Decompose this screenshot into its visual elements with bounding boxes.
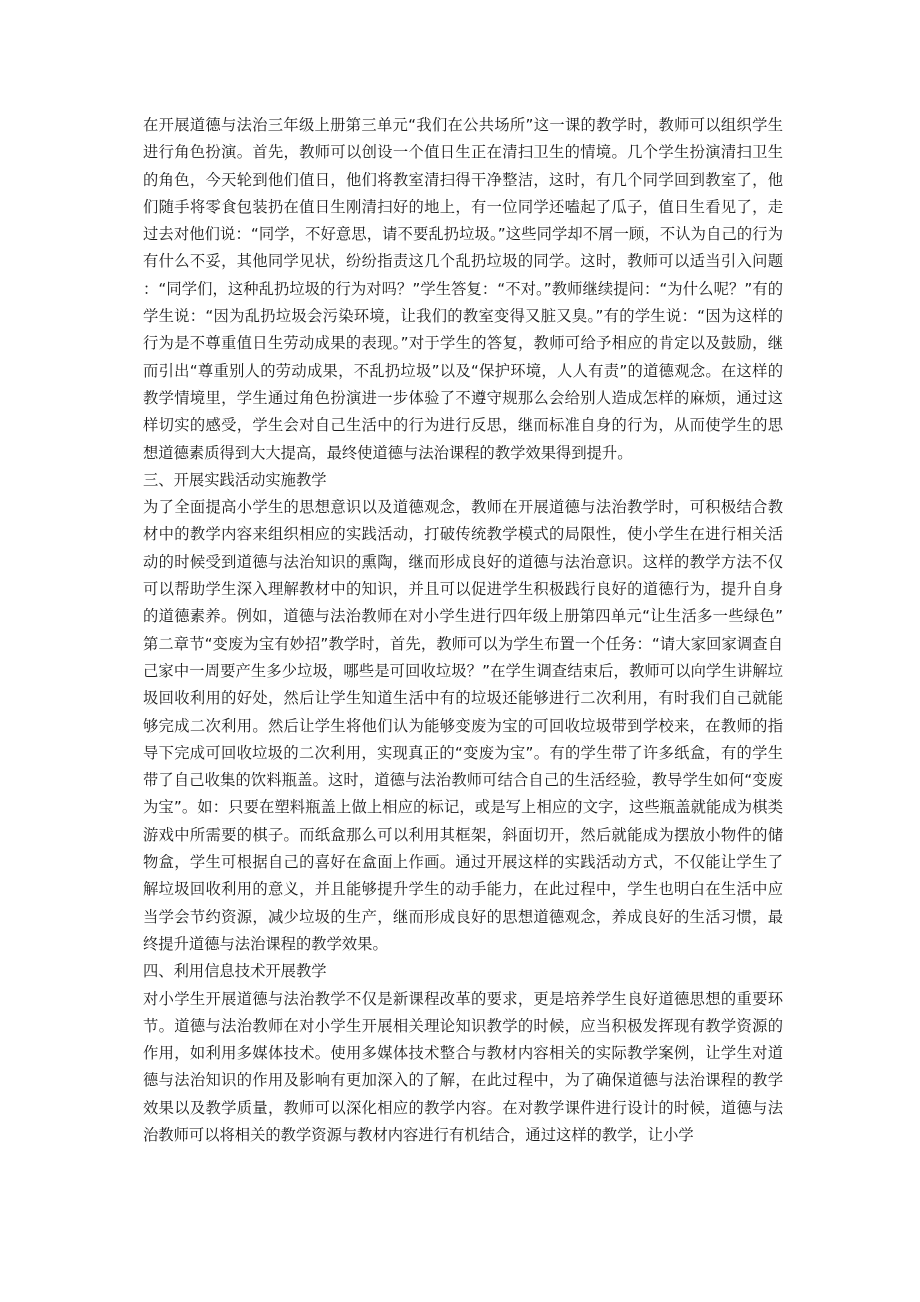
section-heading-information-technology: 四、利用信息技术开展教学 xyxy=(143,962,327,981)
paragraph-practice-activities: 为了全面提高小学生的思想意识以及道德观念，教师在开展道德与法治教学时，可积极结合教材中的教学内容来组织相应的实践活动，打破传统教学模式的局限性，使小学生在进行相关活动的时候受到道德与法治知识的熏陶，继而形成良好的道德与法治意识。这样的教学方法不仅可以帮助学生深入理解教材中的知识，并且可以促进学生积极践行良好的道德行为，提升自身的道德素养。例如，道德与法治教师在对小学生进行四年级上册第四单元“让生活多一些绿色”第二章节“变废为宝有妙招”教学时，首先，教师可以为学生布置一个任务：“请大家回家调查自己家中一周要产生多少垃圾，哪些是可回收垃圾？”在学生调查结束后，教师可以向学生讲解垃圾回收利用的好处，然后让学生知道生活中有的垃圾还能够进行二次利用，有时我们自己就能够完成二次利用。然后让学生将他们认为能够变废为宝的可回收垃圾带到学校来，在教师的指导下完成可回收垃圾的二次利用，实现真正的“变废为宝”。有的学生带了许多纸盒，有的学生带了自己收集的饮料瓶盖。这时，道德与法治教师可结合自己的生活经验，教导学生如何“变废为宝”。如：只要在塑料瓶盖上做上相应的标记，或是写上相应的文字，这些瓶盖就能成为棋类游戏中所需要的棋子。而纸盒那么可以利用其框架，斜面切开，然后就能成为摆放小物件的储物盒，学生可根据自己的喜好在盒面上作画。通过开展这样的实践活动方式，不仅能让学生了解垃圾回收利用的意义，并且能够提升学生的动手能力，在此过程中，学生也明白在生活中应当学会节约资源，减少垃圾的生产，继而形成良好的思想道德观念，养成良好的生活习惯，最终提升道德与法治课程的教学效果。 xyxy=(143,498,783,953)
paragraph-information-technology: 对小学生开展道德与法治教学不仅是新课程改革的要求，更是培养学生良好道德思想的重要环节。道德与法治教师在对小学生开展相关理论知识教学的时候，应当积极发挥现有教学资源的作用，如利用多媒体技术。使用多媒体技术整合与教材内容相关的实际教学案例，让学生对道德与法治知识的作用及影响有更加深入的了解，在此过程中，为了确保道德与法治课程的教学效果以及教学质量，教师可以深化相应的教学内容。在对教学课件进行设计的时候，道德与法治教师可以将相关的教学资源与教材内容进行有机结合，通过这样的教学，让小学 xyxy=(143,989,783,1144)
document-body xyxy=(143,112,783,1149)
section-heading-practice-activities: 三、开展实践活动实施教学 xyxy=(143,470,327,489)
paragraph-role-play: 在开展道德与法治三年级上册第三单元“我们在公共场所”这一课的教学时，教师可以组织学生进行角色扮演。首先，教师可以创设一个值日生正在清扫卫生的情境。几个学生扮演清扫卫生的角色，今天轮到他们值日，他们将教室清扫得干净整洁，这时，有几个同学回到教室了，他们随手将零食包装扔在值日生刚清扫好的地上，有一位同学还嗑起了瓜子，值日生看见了，走过去对他们说：“同学，不好意思，请不要乱扔垃圾。”这些同学却不屑一顾，不认为自己的行为有什么不妥，其他同学见状，纷纷指责这几个乱扔垃圾的同学。这时，教师可以适当引入问题：“同学们，这种乱扔垃圾的行为对吗？”学生答复：“不对。”教师继续提问：“为什么呢？”有的学生说：“因为乱扔垃圾会污染环境，让我们的教室变得又脏又臭。”有的学生说：“因为这样的行为是不尊重值日生劳动成果的表现。”对于学生的答复，教师可给予相应的肯定以及鼓励，继而引出“尊重别人的劳动成果，不乱扔垃圾”以及“保护环境，人人有责”的道德观念。在这样的教学情境里，学生通过角色扮演进一步体验了不遵守规那么会给别人造成怎样的麻烦，通过这样切实的感受，学生会对自己生活中的行为进行反思，继而标准自身的行为，从而使学生的思想道德素质得到大大提高，最终使道德与法治课程的教学效果得到提升。 xyxy=(143,116,783,462)
